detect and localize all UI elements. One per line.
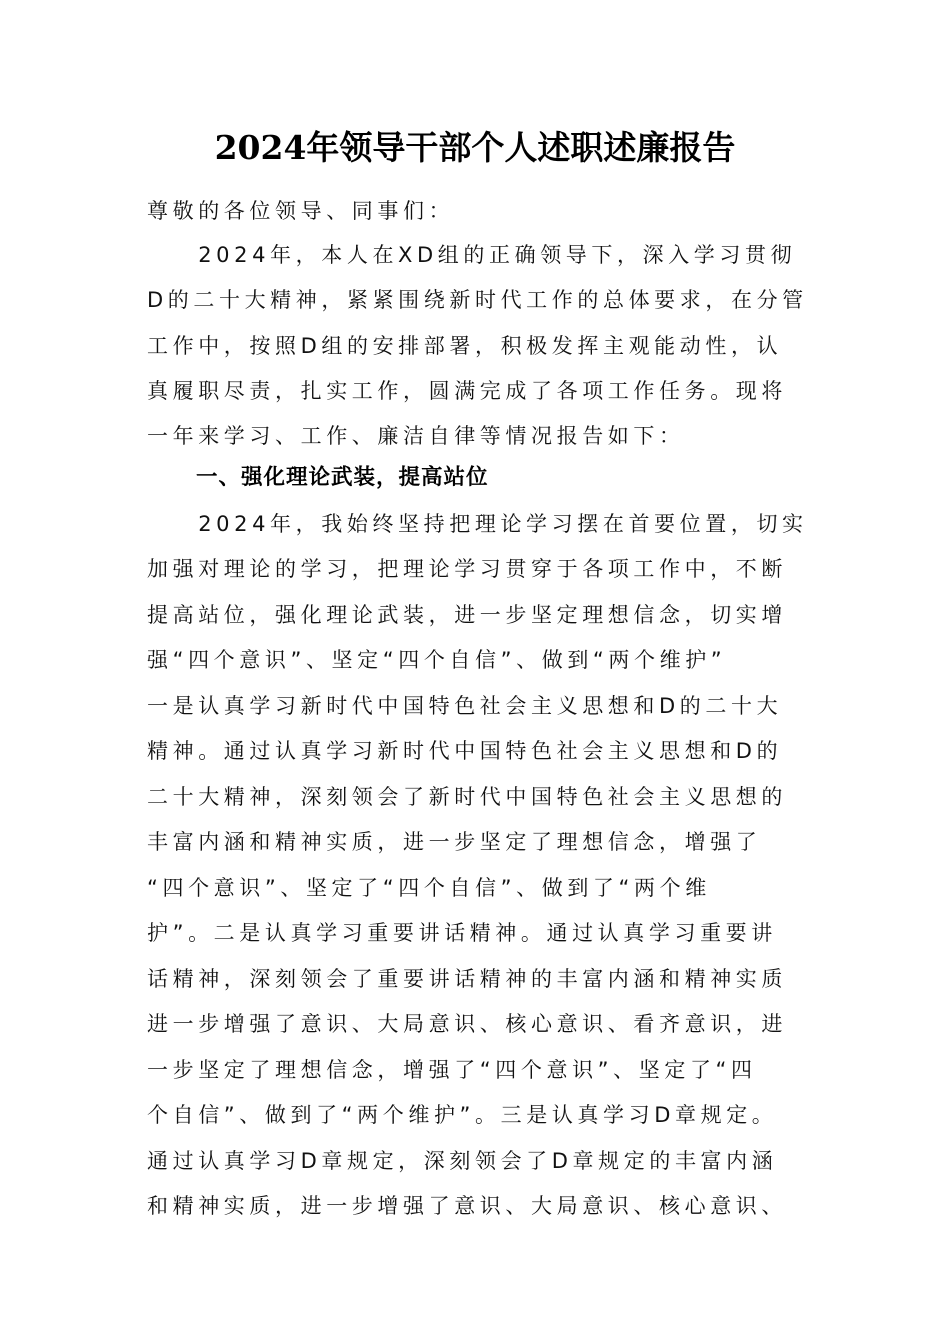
paragraph-line: 丰富内涵和精神实质，进一步坚定了理想信念，增强了 [147,830,762,854]
paragraph-line: 加强对理论的学习，把理论学习贯穿于各项工作中，不断 [147,557,787,581]
paragraph-line: 工作中，按照D组的安排部署，积极发挥主观能动性，认 [147,334,783,358]
paragraph-line: 强“四个意识”、坚定“四个自信”、做到“两个维护” [147,648,727,672]
paragraph-line: 一步坚定了理想信念，增强了“四个意识”、坚定了“四 [147,1058,757,1082]
paragraph-line: 个自信”、做到了“两个维护”。三是认真学习D章规定。 [147,1103,778,1127]
section-heading: 一、强化理论武装，提高站位 [196,465,489,490]
paragraph-line: 一年来学习、工作、廉洁自律等情况报告如下： [147,424,685,448]
paragraph-line: 护”。二是认真学习重要讲话精神。通过认真学习重要讲 [147,921,777,945]
paragraph-line: 提高站位，强化理论武装，进一步坚定理想信念，切实增 [147,603,787,627]
paragraph-line: 和精神实质，进一步增强了意识、大局意识、核心意识、 [147,1194,787,1218]
paragraph-line: 话精神，深刻领会了重要讲话精神的丰富内涵和精神实质 [147,967,787,991]
paragraph-line: 进一步增强了意识、大局意识、核心意识、看齐意识，进 [147,1012,787,1036]
salutation: 尊敬的各位领导、同事们： [147,199,455,223]
paragraph-line: 2024年，我始终坚持把理论学习摆在首要位置，切实 [147,512,808,536]
document-title: 2024年领导干部个人述职述廉报告 [214,128,736,167]
paragraph-line: D的二十大精神，紧紧围绕新时代工作的总体要求，在分管 [147,288,808,312]
paragraph-line: 精神。通过认真学习新时代中国特色社会主义思想和D的 [147,739,783,763]
paragraph-line: 二十大精神，深刻领会了新时代中国特色社会主义思想的 [147,785,787,809]
paragraph-line: 一是认真学习新时代中国特色社会主义思想和D的二十大 [147,694,783,718]
paragraph-line: 真履职尽责，扎实工作，圆满完成了各项工作任务。现将 [147,379,787,403]
paragraph-line: “四个意识”、坚定了“四个自信”、做到了“两个维 [147,876,711,900]
paragraph-line: 2024年，本人在XD组的正确领导下，深入学习贯彻 [147,243,797,267]
paragraph-line: 通过认真学习D章规定，深刻领会了D章规定的丰富内涵 [147,1149,778,1173]
